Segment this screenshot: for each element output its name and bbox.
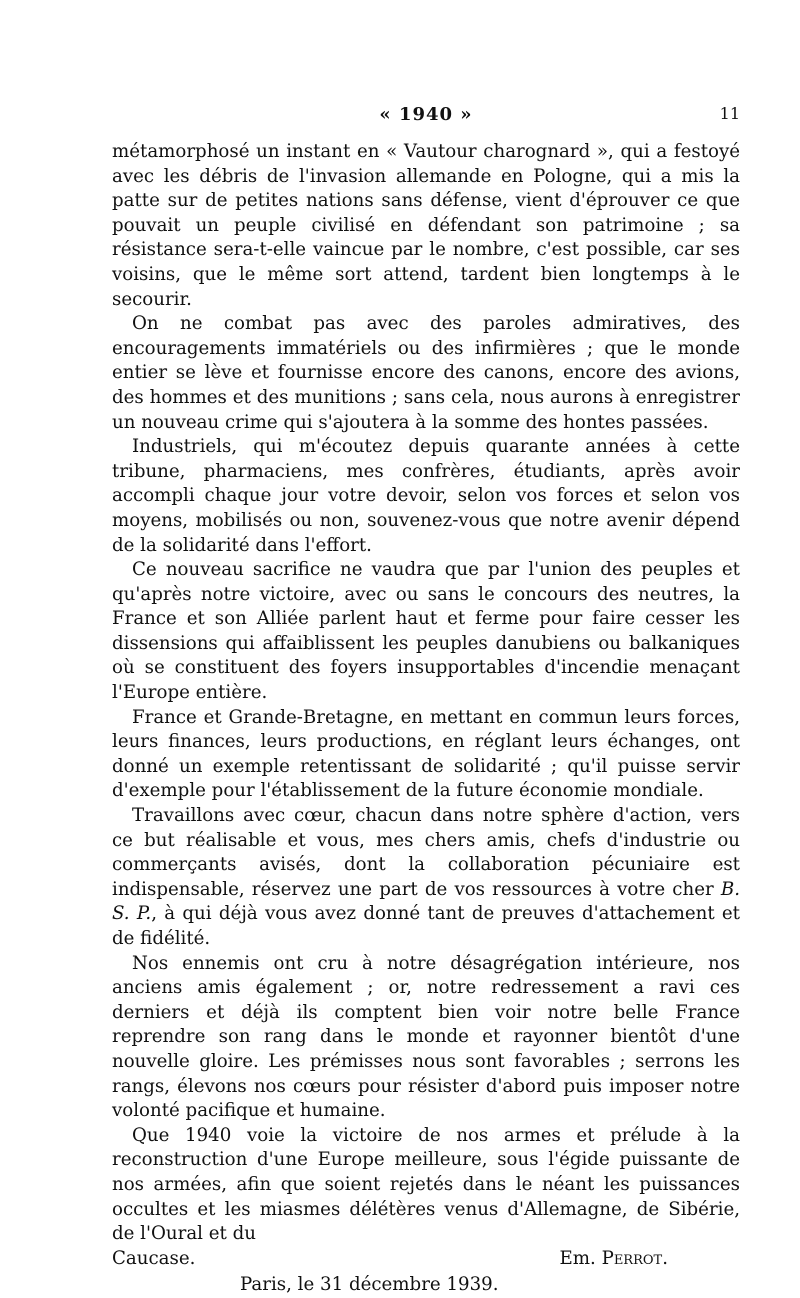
body-text — [112, 140, 740, 1298]
page-header — [112, 100, 740, 130]
page-number: 11 — [719, 104, 740, 123]
paragraph-6-text-a: Travaillons avec cœur, chacun dans notre sphère d'action, vers ce but réalisable et vous, mes chers amis, chefs d'industrie ou commerçants avisés, dont la collaboration pécuniaire est indispensable, réservez une part de vos ressources à votre cher — [112, 805, 740, 900]
paragraph-3: Industriels, qui m'écoutez depuis quarante années à cette tribune, pharmaciens, mes confrères, étudiants, après avoir accompli chaque jour votre devoir, selon vos forces et selon vos moyens, mobilisés ou non, souvenez-vous que notre avenir dépend de la solidarité dans l'effort. — [112, 436, 740, 556]
running-title: « 1940 » — [379, 104, 473, 125]
paragraph-4: Ce nouveau sacrifice ne vaudra que par l'union des peuples et qu'après notre victoire, avec ou sans le concours des neutres, la France et son Alliée parlent haut et ferme pour faire cesser les dissensions qui affaiblissent les peuples danubiens ou balkaniques où se constituent des foyers insupportables d'incendie menaçant l'Europe entière. — [112, 559, 740, 704]
bsp-abbreviation: B. S. P. — [112, 878, 740, 925]
dateline: Paris, le 31 décembre 1939. — [240, 1274, 499, 1296]
paragraph-2: On ne combat pas avec des paroles admiratives, des encouragements immatériels ou des infirmières ; que le monde entier se lève et fournisse encore des canons, encore des avions, des hommes et des munitions ; sans cela, nous aurons à enregistrer un nouveau crime qui s'ajoutera à la somme des hontes passées. — [112, 313, 740, 433]
paragraph-5: France et Grande-Bretagne, en mettant en commun leurs forces, leurs finances, leurs productions, en réglant leurs échanges, ont donné un exemple retentissant de solidarité ; qu'il puisse servir d'exemple pour l'établissement de la future économie mondiale. — [112, 706, 740, 802]
paragraph-6 — [112, 804, 740, 952]
signature-line — [112, 1247, 740, 1272]
signature-initial: Em. — [559, 1247, 602, 1269]
closing-word: Caucase. — [112, 1247, 196, 1269]
paragraph-1: métamorphosé un instant en « Vautour charognard », qui a festoyé avec les débris de l'invasion allemande en Pologne, qui a mis la patte sur de petites nations sans défense, vient d'éprouver ce que pouvait un peuple civilisé en défendant son patrimoine ; sa résistance sera-t-elle vaincue par le nombre, c'est possible, car ses voisins, que le même sort attend, tardent bien longtemps à le secourir. — [112, 141, 740, 310]
signature — [559, 1247, 668, 1272]
signature-name: Perrot. — [601, 1247, 668, 1269]
paragraph-7: Nos ennemis ont cru à notre désagrégation intérieure, nos anciens amis également ; or, notre redressement a ravi ces derniers et déjà ils comptent bien voir notre belle France reprendre son rang dans le monde et rayonner bientôt d'une nouvelle gloire. Les prémisses nous sont favorables ; serrons les rangs, élevons nos cœurs pour résister d'abord puis imposer notre volonté pacifique et humaine. — [112, 952, 740, 1122]
paragraph-6-text-b: , à qui déjà vous avez donné tant de preuves d'attachement et de fidélité. — [112, 903, 740, 949]
paragraph-8: Que 1940 voie la victoire de nos armes et prélude à la reconstruction d'une Europe meilleure, sous l'égide puissante de nos armées, afin que soient rejetés dans le néant les puissances occultes et les miasmes délétères venus d'Allemagne, de Sibérie, de l'Oural et du — [112, 1124, 740, 1245]
